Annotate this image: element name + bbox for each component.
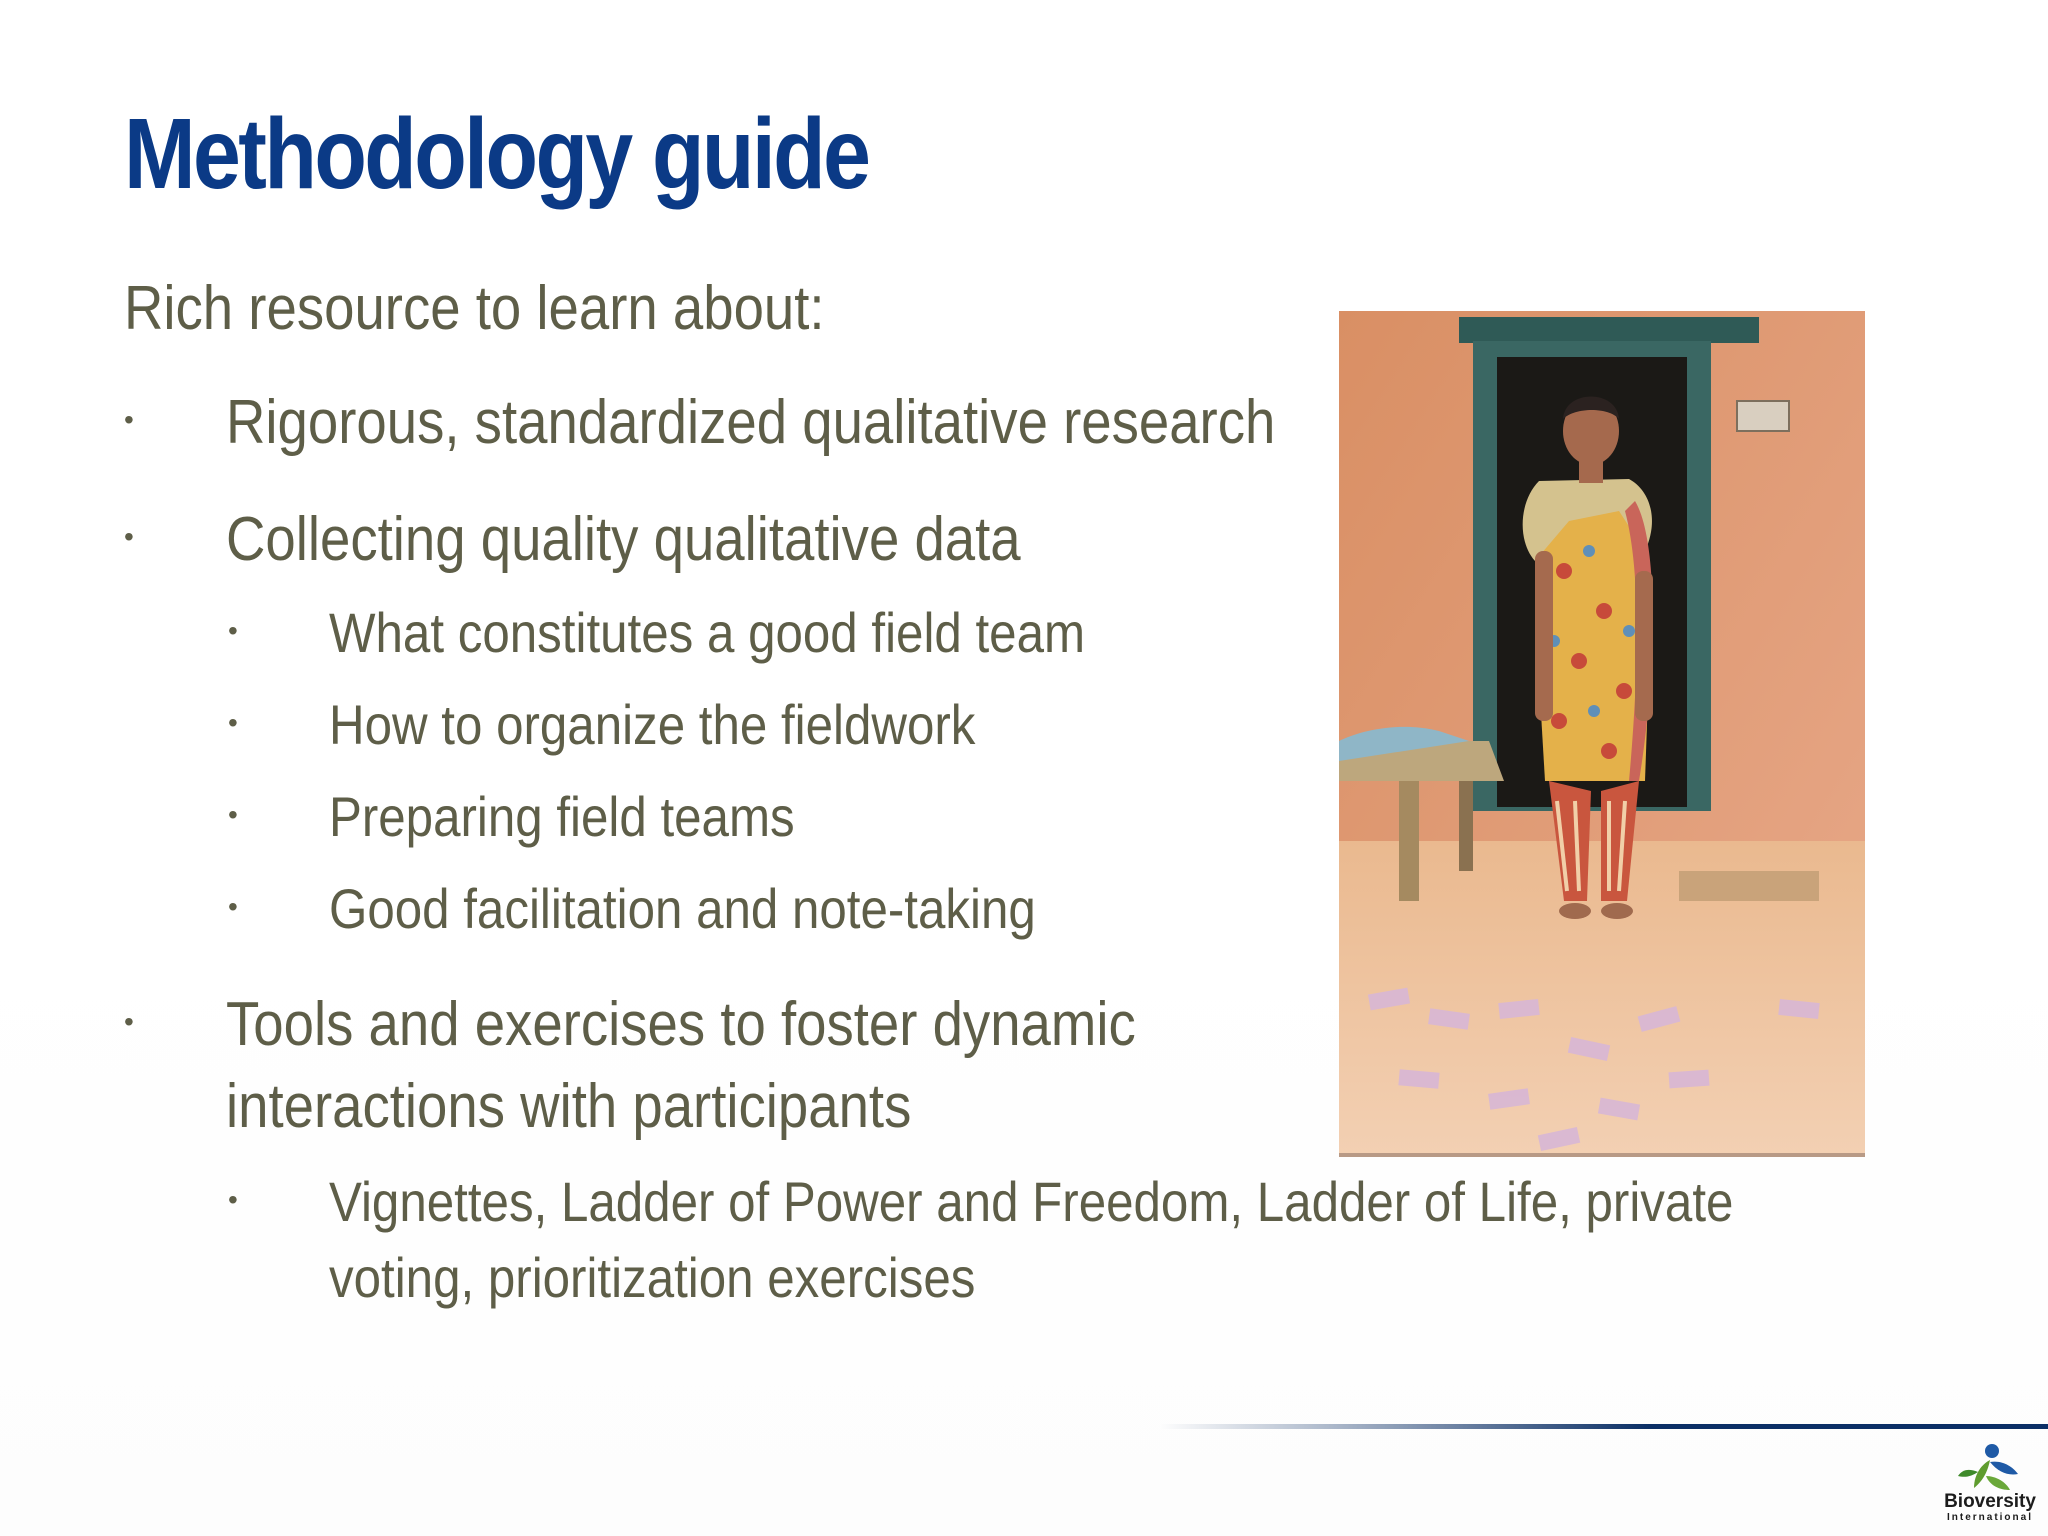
logo-name: Bioversity xyxy=(1944,1491,2036,1512)
sub-bullet-text-line-2: voting, prioritization exercises xyxy=(329,1246,976,1309)
sub-bullet-text: How to organize the fieldwork xyxy=(329,693,976,756)
logo-mark-icon xyxy=(1940,1442,2040,1494)
bullet-dot: • xyxy=(228,615,238,646)
bullet-text-line-1: Tools and exercises to foster dynamic xyxy=(226,990,1136,1059)
photo-woman-at-doorway xyxy=(1339,311,1865,1157)
sub-bullet-text-line-1: Vignettes, Ladder of Power and Freedom, Ladder of Life, private xyxy=(329,1170,1734,1233)
sub-bullet-text: What constitutes a good field team xyxy=(329,601,1086,664)
footer-divider xyxy=(1160,1424,2048,1429)
bullet-dot: • xyxy=(124,404,134,435)
bullet-dot: • xyxy=(124,1006,134,1037)
bullet-dot: • xyxy=(124,521,134,552)
sub-bullet-text: Good facilitation and note-taking xyxy=(329,877,1036,940)
bioversity-logo xyxy=(1940,1442,2040,1532)
bullet-dot: • xyxy=(228,707,238,738)
bullet-text: Collecting quality qualitative data xyxy=(226,505,1021,574)
slide-title: Methodology guide xyxy=(124,98,869,210)
bullet-dot: • xyxy=(228,1184,238,1215)
bullet-dot: • xyxy=(228,891,238,922)
sub-bullet-text: Preparing field teams xyxy=(329,785,795,848)
lead-text: Rich resource to learn about: xyxy=(124,274,825,343)
bullet-text-line-2: interactions with participants xyxy=(226,1072,912,1141)
logo-subtitle: International xyxy=(1946,1512,2033,1523)
bullet-dot: • xyxy=(228,799,238,830)
bullet-text: Rigorous, standardized qualitative research xyxy=(226,388,1276,457)
